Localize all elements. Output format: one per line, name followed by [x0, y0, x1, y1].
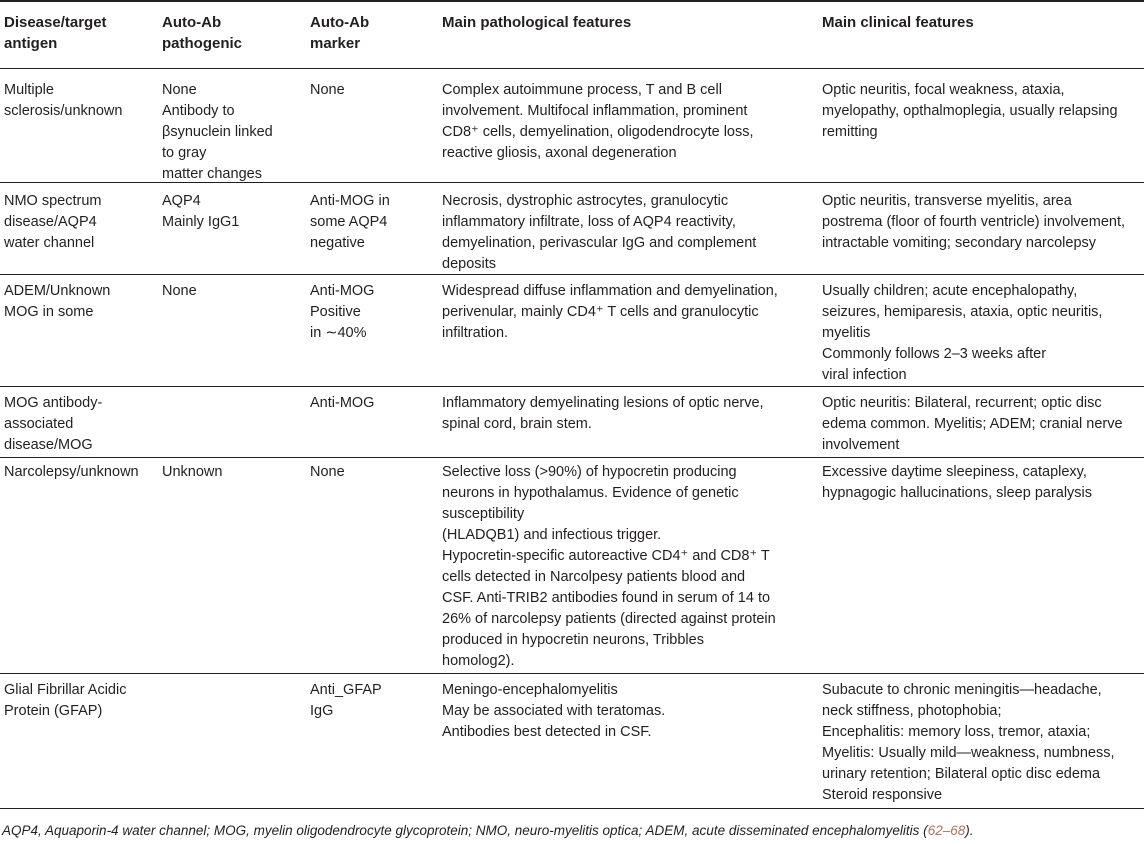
row-separator	[0, 182, 1144, 183]
row-separator	[0, 457, 1144, 458]
cell-pathology: Meningo-encephalomyelitis May be associated with teratomas. Antibodies best detected in CSF.	[442, 682, 666, 740]
cell-pathology: Necrosis, dystrophic astrocytes, granulocytic inflammatory infiltrate, loss of AQP4 reactivity, demyelination, perivascular IgG and complement deposits	[442, 193, 757, 272]
table-row	[0, 462, 1144, 674]
cell-pathology: Selective loss (>90%) of hypocretin producing neurons in hypothalamus. Evidence of genetic susceptibility (HLADQB1) and infectious trigger. Hypocretin-specific autoreactive CD4⁺ and CD8⁺ T cells detected in Narcolpesy patients blood and CSF. Anti-TRIB2 antibodies found in serum of 14 to 26% of narcolepsy patients (directed against protein produced in hypocretin neurons, Tribbles homolog2).	[442, 464, 776, 669]
table-row	[0, 393, 1144, 457]
cell-pathogenic: AQP4 Mainly IgG1	[162, 193, 240, 230]
cell-pathogenic: None	[162, 283, 197, 299]
cell-marker: None	[310, 464, 345, 480]
footnote-references-link[interactable]: 62–68	[927, 823, 966, 838]
header-disease: Disease/target antigen	[4, 14, 107, 52]
table-top-rule	[0, 0, 1144, 2]
cell-clinical: Optic neuritis, focal weakness, ataxia, myelopathy, opthalmoplegia, usually relapsing remitting	[822, 82, 1118, 140]
table-header-rule	[0, 68, 1144, 69]
row-separator	[0, 274, 1144, 275]
table-footnote	[2, 822, 1142, 840]
cell-marker: Anti_GFAP IgG	[310, 682, 382, 719]
header-marker: Auto-Ab marker	[310, 14, 370, 52]
cell-disease: Narcolepsy/unknown	[4, 464, 139, 480]
row-separator	[0, 386, 1144, 387]
table-header-row	[0, 12, 1144, 68]
cell-disease: MOG antibody- associated disease/MOG	[4, 395, 103, 453]
table-row	[0, 80, 1144, 184]
table-row	[0, 191, 1144, 277]
cell-disease: Glial Fibrillar Acidic Protein (GFAP)	[4, 682, 127, 719]
cell-clinical: Excessive daytime sleepiness, cataplexy, hypnagogic hallucinations, sleep paralysis	[822, 464, 1093, 501]
cell-pathology: Complex autoimmune process, T and B cell involvement. Multifocal inflammation, prominent CD8⁺ cells, demyelination, oligodendrocyte loss, reactive gliosis, axonal degeneration	[442, 82, 754, 161]
cell-marker: Anti-MOG Positive in ∼40%	[310, 283, 375, 341]
cell-marker: Anti-MOG in some AQP4 negative	[310, 193, 390, 251]
cell-marker: Anti-MOG	[310, 395, 375, 411]
cell-pathogenic: None Antibody to βsynuclein linked to gray matter changes	[162, 82, 273, 182]
cell-pathogenic: Unknown	[162, 464, 223, 480]
footnote-text: AQP4, Aquaporin-4 water channel; MOG, myelin oligodendrocyte glycoprotein; NMO, neuro-myelitis optica; ADEM, acute disseminated encephalomyelitis (	[2, 823, 928, 838]
table-bottom-rule	[0, 808, 1144, 809]
cell-clinical: Optic neuritis, transverse myelitis, area postrema (floor of fourth ventricle) involvement, intractable vomiting; secondary narcolepsy	[822, 193, 1126, 251]
footnote-close: ).	[965, 823, 974, 838]
cell-pathology: Widespread diffuse inflammation and demyelination, perivenular, mainly CD4⁺ T cells and granulocytic infiltration.	[442, 283, 778, 341]
cell-pathology: Inflammatory demyelinating lesions of optic nerve, spinal cord, brain stem.	[442, 395, 764, 432]
header-pathogenic: Auto-Ab pathogenic	[162, 14, 243, 52]
header-pathology: Main pathological features	[442, 14, 632, 31]
table-row	[0, 281, 1144, 387]
row-separator	[0, 673, 1144, 674]
cell-marker: None	[310, 82, 345, 98]
header-clinical: Main clinical features	[822, 14, 974, 31]
cell-clinical: Usually children; acute encephalopathy, seizures, hemiparesis, ataxia, optic neuritis, myelitis Commonly follows 2–3 weeks after viral infection	[822, 283, 1103, 383]
cell-disease: ADEM/Unknown MOG in some	[4, 283, 111, 320]
cell-disease: Multiple sclerosis/unknown	[4, 82, 123, 119]
table-row	[0, 680, 1144, 806]
cell-clinical: Subacute to chronic meningitis—headache, neck stiffness, photophobia; Encephalitis: memory loss, tremor, ataxia; Myelitis: Usually mild—weakness, numbness, urinary retention; Bilateral optic disc edema Steroid responsive	[822, 682, 1115, 803]
cell-disease: NMO spectrum disease/AQP4 water channel	[4, 193, 102, 251]
cell-clinical: Optic neuritis: Bilateral, recurrent; optic disc edema common. Myelitis; ADEM; cranial nerve involvement	[822, 395, 1123, 453]
